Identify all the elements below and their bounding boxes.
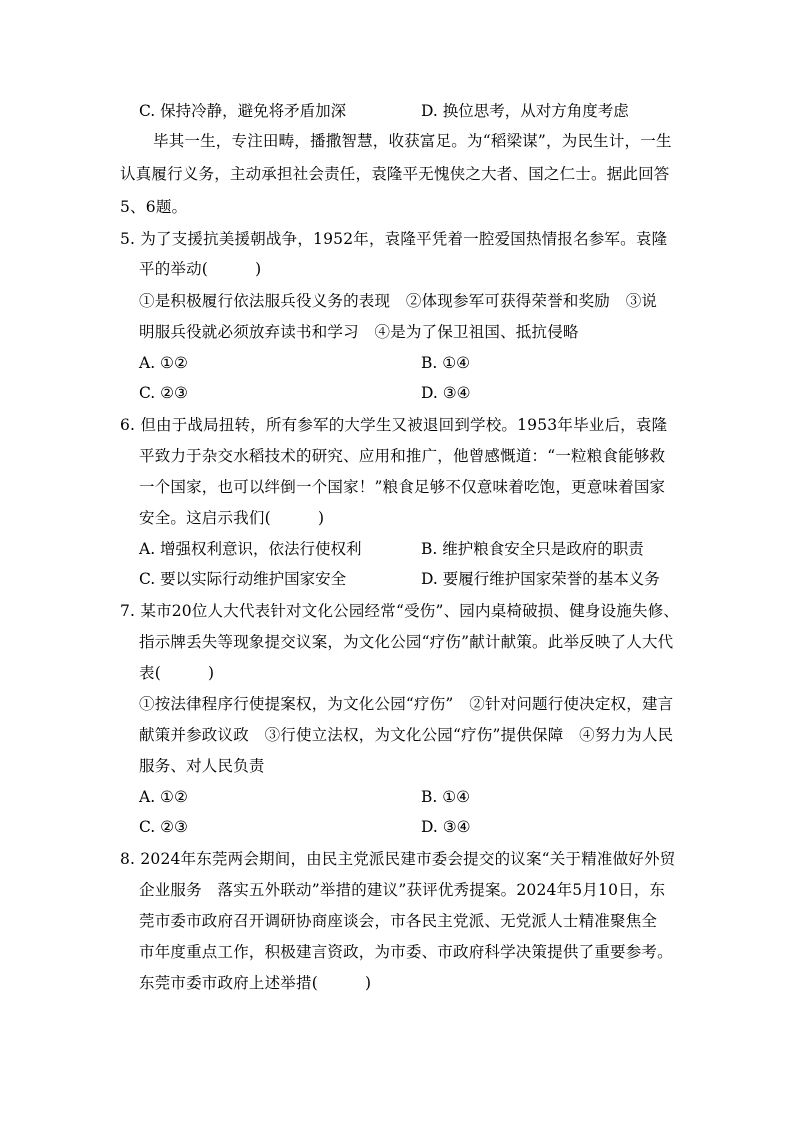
q7-option-a: A. ①② [139, 788, 188, 806]
option-c-top: C. 保持冷静，避免将矛盾加深 [139, 102, 347, 120]
q6-line-3: 一个国家，也可以绊倒一个国家！”粮食足够不仅意味着吃饱，更意味着国家 [139, 478, 666, 496]
q7-option-c: C. ②③ [139, 818, 188, 836]
q6-option-d: D. 要履行维护国家荣誉的基本义务 [421, 570, 660, 588]
q6-line-2: 平致力于杂交水稻技术的研究、应用和推广，他曾感慨道：“一粒粮食能够救 [139, 447, 666, 465]
q7-line-3: 表( ) [139, 664, 215, 682]
q7-option-b: B. ①④ [421, 788, 471, 806]
q7-line-2: 指示牌丢失等现象提交议案，为文化公园“疗伤”献计献策。此举反映了人大代 [139, 633, 674, 651]
passage-line-2: 认真履行义务，主动承担社会责任，袁隆平无愧侠之大者、国之仁士。据此回答 [120, 165, 670, 183]
q8-line-1: 8. 2024年东莞两会期间，由民主党派民建市委会提交的议案“关于精准做好外贸 [120, 850, 676, 868]
q6-line-1: 6. 但由于战局扭转，所有参军的大学生又被退回到学校。1953年毕业后，袁隆 [120, 416, 668, 434]
option-d-top: D. 换位思考，从对方角度考虑 [421, 102, 629, 120]
q6-option-a: A. 增强权利意识，依法行使权利 [139, 540, 362, 558]
q5-statement-1: ①是积极履行依法服兵役义务的表现 ②体现参军可获得荣誉和奖励 ③说 [139, 292, 658, 310]
q8-line-3: 莞市委市政府召开调研协商座谈会，市各民主党派、无党派人士精准聚焦全 [139, 912, 658, 930]
q7-statement-3: 服务、对人民负责 [139, 757, 265, 775]
q5-line-1: 5. 为了支援抗美援朝战争，1952年，袁隆平凭着一腔爱国热情报名参军。袁隆 [120, 230, 668, 248]
q5-option-a: A. ①② [139, 354, 188, 372]
q8-line-5: 东莞市委市政府上述举措( ) [139, 974, 372, 992]
q8-line-2: 企业服务 落实五外联动”举措的建议”获评优秀提案。2024年5月10日，东 [139, 881, 666, 899]
q5-line-2: 平的举动( ) [139, 260, 262, 278]
q5-option-d: D. ③④ [421, 384, 471, 402]
q5-statement-2: 明服兵役就必须放弃读书和学习 ④是为了保卫祖国、抵抗侵略 [139, 323, 579, 341]
q7-statement-1: ①按法律程序行使提案权，为文化公园“疗伤” ②针对问题行使决定权，建言 [139, 695, 674, 713]
q8-line-4: 市年度重点工作，积极建言资政，为市委、市政府科学决策提供了重要参考。 [139, 943, 673, 961]
q7-statement-2: 献策并参政议政 ③行使立法权，为文化公园“疗伤”提供保障 ④努力为人民 [139, 726, 674, 744]
passage-line-1: 毕其一生，专注田畴，播撒智慧，收获富足。为“稻梁谋”，为民生计，一生 [153, 132, 672, 150]
q6-line-4: 安全。这启示我们( ) [139, 509, 325, 527]
q6-option-c: C. 要以实际行动维护国家安全 [139, 570, 347, 588]
q5-option-b: B. ①④ [421, 354, 471, 372]
q7-line-1: 7. 某市20位人大代表针对文化公园经常“受伤”、园内桌椅破损、健身设施失修、 [120, 602, 680, 620]
q6-option-b: B. 维护粮食安全只是政府的职责 [421, 540, 644, 558]
q7-option-d: D. ③④ [421, 818, 471, 836]
q5-option-c: C. ②③ [139, 384, 188, 402]
passage-line-3: 5、6题。 [120, 198, 188, 216]
